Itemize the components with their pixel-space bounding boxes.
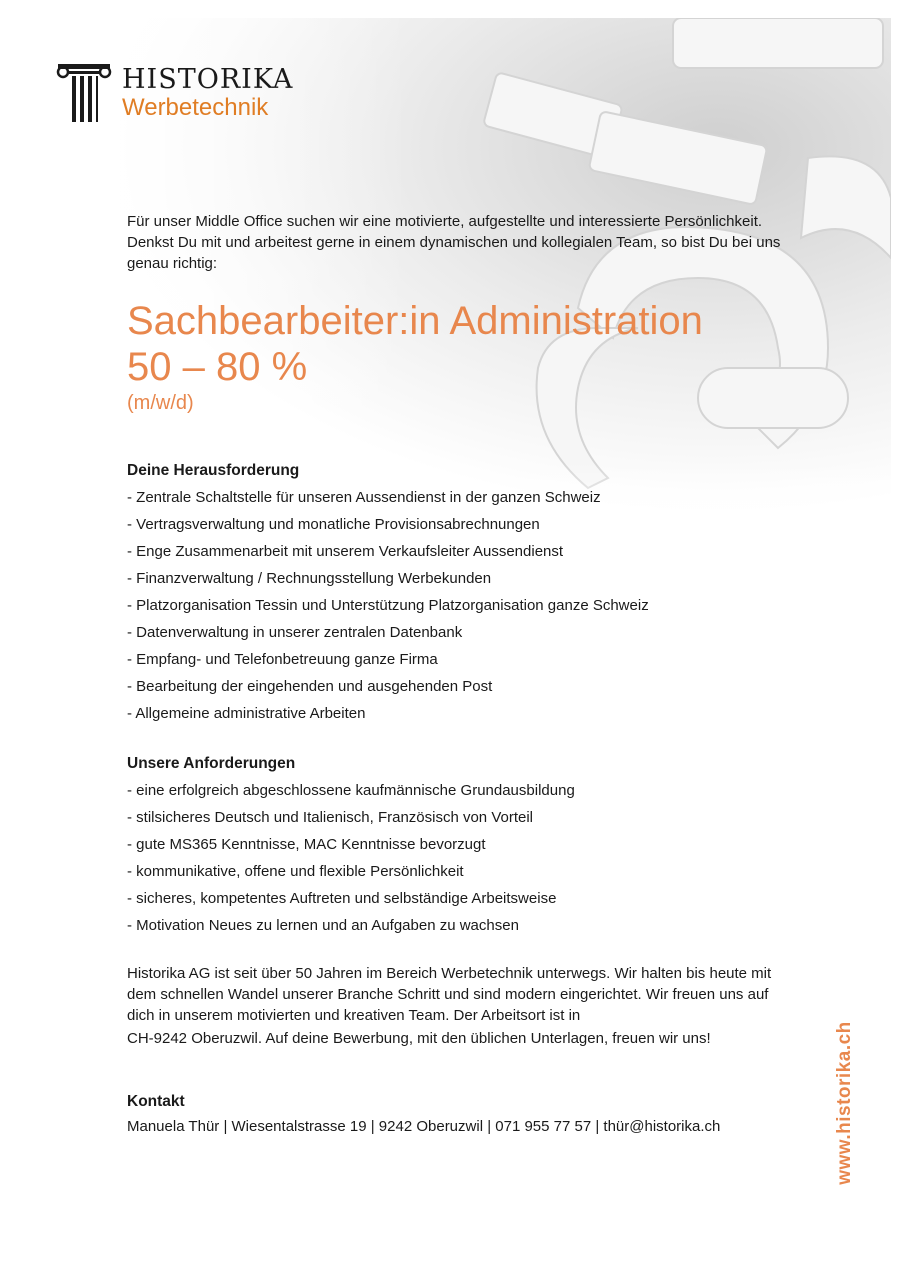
requirements-list [127,777,787,939]
contact-section [127,1093,787,1139]
list-item: - gute MS365 Kenntnisse, MAC Kenntnisse bevorzugt [127,836,486,853]
list-item: - stilsicheres Deutsch und Italienisch, Französisch von Vorteil [127,809,534,826]
list-item: - Enge Zusammenarbeit mit unserem Verkaufsleiter Aussendienst [127,543,564,560]
list-item: - Vertragsverwaltung und monatliche Provisionsabrechnungen [127,516,540,533]
list-item: - sicheres, kompetentes Auftreten und selbständige Arbeitsweise [127,890,557,907]
about-last-line: CH-9242 Oberuzwil. Auf deine Bewerbung, mit den üblichen Unterlagen, freuen wir uns! [127,1030,711,1047]
contact-heading: Kontakt [127,1093,185,1110]
main-content [127,211,787,1139]
list-item: - eine erfolgreich abgeschlossene kaufmännische Grundausbildung [127,782,575,799]
intro-text: Für unser Middle Office suchen wir eine motivierte, aufgestellte und interessierte Persönlichkeit. Denkst Du mit und arbeitest gerne in einem dynamischen und kollegialen Team, so bist Du bei uns genau richtig: [127,213,781,272]
contact-details: Manuela Thür | Wiesentalstrasse 19 | 9242 Oberuzwil | 071 955 77 57 | thür@historika.ch [127,1118,721,1135]
company-logo [56,58,293,126]
job-title-text: Sachbearbeiter:in Administration [127,299,703,343]
list-item: - Finanzverwaltung / Rechnungsstellung Werbekunden [127,570,492,587]
brand-subtitle: Werbetechnik [122,94,269,121]
list-item: - kommunikative, offene und flexible Persönlichkeit [127,863,464,880]
challenges-section [127,462,787,727]
challenges-list [127,484,787,727]
list-item: - Zentrale Schaltstelle für unseren Aussendienst in der ganzen Schweiz [127,489,601,506]
list-item: - Platzorganisation Tessin und Unterstützung Platzorganisation ganze Schweiz [127,597,649,614]
job-ad-page [18,18,891,1258]
website-vertical [830,1020,860,1185]
website-link[interactable]: www.historika.ch [834,1020,855,1185]
requirements-section [127,755,787,939]
about-text: Historika AG ist seit über 50 Jahren im Bereich Werbetechnik unterwegs. Wir halten bis heute mit dem schnellen Wandel unserer Branche Schritt und sind modern eingerichtet. Wir freuen uns auf dich in unserem motivierten und kreativen Team. Der Arbeitsort ist in [127,965,772,1024]
list-item: - Empfang- und Telefonbetreuung ganze Firma [127,651,438,668]
about-company [127,963,787,1049]
job-percent: 50 – 80 % [127,345,308,389]
list-item: - Allgemeine administrative Arbeiten [127,705,366,722]
brand-name: HISTORIKA [122,64,294,95]
list-item: - Datenverwaltung in unserer zentralen Datenbank [127,624,463,641]
challenges-heading: Deine Herausforderung [127,462,300,479]
job-gender-note: (m/w/d) [127,392,194,414]
requirements-heading: Unsere Anforderungen [127,755,296,772]
job-title [127,298,787,390]
list-item: - Bearbeitung der eingehenden und ausgehenden Post [127,678,493,695]
list-item: - Motivation Neues zu lernen und an Aufgaben zu wachsen [127,917,519,934]
column-icon [56,58,112,126]
